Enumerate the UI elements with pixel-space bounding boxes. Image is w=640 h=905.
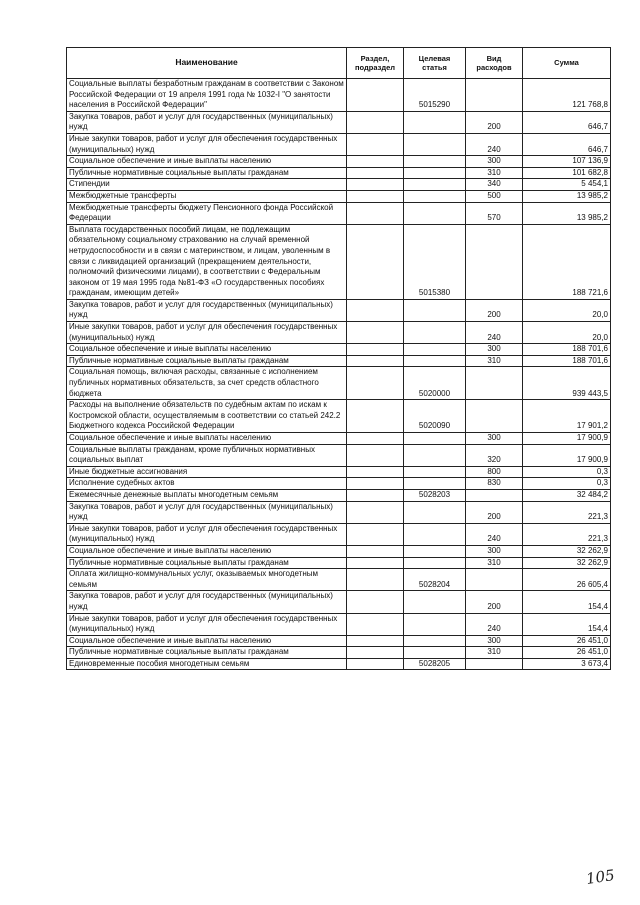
cell-name: Выплата государственных пособий лицам, не подлежащим обязательному социальному страхованию на случай временной нетрудоспособности и в связи с материнством, и лицам, уволенным в связи с ликвидацией организаций (прекращением деятельности, полномочий физическими лицами), в соответствии с Федеральным законом от 19 мая 1995 года №81-ФЗ «О государственных пособиях гражданам, имеющим детей» [67, 224, 347, 299]
table-row [67, 79, 611, 112]
cell-expense-type: 240 [466, 322, 523, 344]
table-row [67, 355, 611, 367]
cell-sum: 17 901,2 [523, 400, 611, 433]
cell-section [347, 478, 404, 490]
cell-sum: 646,7 [523, 133, 611, 155]
table-row [67, 156, 611, 168]
cell-target-article [404, 466, 466, 478]
table-body [67, 79, 611, 670]
cell-expense-type [466, 367, 523, 400]
cell-target-article [404, 202, 466, 224]
cell-sum: 0,3 [523, 466, 611, 478]
table-row [67, 501, 611, 523]
cell-name: Иные закупки товаров, работ и услуг для обеспечения государственных (муниципальных) нужд [67, 133, 347, 155]
cell-name: Публичные нормативные социальные выплаты гражданам [67, 355, 347, 367]
cell-target-article [404, 156, 466, 168]
cell-expense-type: 310 [466, 355, 523, 367]
cell-name: Закупка товаров, работ и услуг для государственных (муниципальных) нужд [67, 591, 347, 613]
cell-section [347, 322, 404, 344]
cell-expense-type: 200 [466, 299, 523, 321]
cell-sum: 26 451,0 [523, 647, 611, 659]
cell-expense-type: 240 [466, 613, 523, 635]
cell-sum: 32 262,9 [523, 545, 611, 557]
table-row [67, 111, 611, 133]
cell-target-article [404, 523, 466, 545]
cell-section [347, 202, 404, 224]
cell-target-article: 5028204 [404, 569, 466, 591]
page-number: 105 [584, 866, 616, 888]
table-row [67, 545, 611, 557]
cell-expense-type: 300 [466, 433, 523, 445]
cell-expense-type: 300 [466, 545, 523, 557]
cell-target-article: 5028205 [404, 658, 466, 670]
cell-section [347, 569, 404, 591]
cell-name: Иные бюджетные ассигнования [67, 466, 347, 478]
cell-section [347, 658, 404, 670]
table-row [67, 444, 611, 466]
cell-name: Публичные нормативные социальные выплаты гражданам [67, 647, 347, 659]
cell-sum: 13 985,2 [523, 202, 611, 224]
cell-sum: 17 900,9 [523, 444, 611, 466]
cell-section [347, 635, 404, 647]
cell-sum: 32 262,9 [523, 557, 611, 569]
cell-target-article [404, 299, 466, 321]
header-sum: Сумма [523, 48, 611, 79]
cell-section [347, 489, 404, 501]
cell-name: Иные закупки товаров, работ и услуг для обеспечения государственных (муниципальных) нужд [67, 613, 347, 635]
cell-sum: 188 701,6 [523, 344, 611, 356]
cell-target-article [404, 111, 466, 133]
cell-expense-type: 320 [466, 444, 523, 466]
table-row [67, 557, 611, 569]
cell-target-article [404, 355, 466, 367]
table-row [67, 466, 611, 478]
cell-section [347, 501, 404, 523]
cell-target-article [404, 591, 466, 613]
cell-section [347, 523, 404, 545]
cell-sum: 101 682,8 [523, 167, 611, 179]
cell-name: Социальное обеспечение и иные выплаты населению [67, 156, 347, 168]
cell-name: Исполнение судебных актов [67, 478, 347, 490]
cell-name: Закупка товаров, работ и услуг для государственных (муниципальных) нужд [67, 111, 347, 133]
cell-target-article [404, 635, 466, 647]
table-row [67, 523, 611, 545]
cell-sum: 20,0 [523, 299, 611, 321]
cell-sum: 26 451,0 [523, 635, 611, 647]
table-row [67, 647, 611, 659]
cell-section [347, 466, 404, 478]
budget-document [66, 47, 610, 670]
cell-name: Социальное обеспечение и иные выплаты населению [67, 433, 347, 445]
table-row [67, 658, 611, 670]
cell-section [347, 299, 404, 321]
table-row [67, 591, 611, 613]
cell-target-article [404, 501, 466, 523]
cell-expense-type: 310 [466, 557, 523, 569]
cell-target-article [404, 190, 466, 202]
cell-target-article [404, 557, 466, 569]
cell-name: Социальное обеспечение и иные выплаты населению [67, 344, 347, 356]
cell-sum: 154,4 [523, 613, 611, 635]
cell-name: Единовременные пособия многодетным семьям [67, 658, 347, 670]
cell-section [347, 156, 404, 168]
table-row [67, 367, 611, 400]
cell-expense-type: 300 [466, 156, 523, 168]
table-row [67, 433, 611, 445]
cell-section [347, 179, 404, 191]
cell-target-article [404, 179, 466, 191]
cell-name: Социальное обеспечение и иные выплаты населению [67, 635, 347, 647]
cell-expense-type: 300 [466, 635, 523, 647]
table-row [67, 179, 611, 191]
cell-sum: 107 136,9 [523, 156, 611, 168]
cell-section [347, 355, 404, 367]
cell-sum: 221,3 [523, 501, 611, 523]
cell-sum: 32 484,2 [523, 489, 611, 501]
cell-expense-type: 200 [466, 591, 523, 613]
cell-expense-type: 500 [466, 190, 523, 202]
table-row [67, 569, 611, 591]
cell-target-article [404, 433, 466, 445]
cell-name: Межбюджетные трансферты бюджету Пенсионного фонда Российской Федерации [67, 202, 347, 224]
cell-section [347, 367, 404, 400]
cell-sum: 154,4 [523, 591, 611, 613]
cell-expense-type: 800 [466, 466, 523, 478]
cell-expense-type: 200 [466, 111, 523, 133]
cell-name: Расходы на выполнение обязательств по судебным актам по искам к Костромской области, осуществляемым в соответствии со статьей 242.2 Бюджетного кодекса Российской Федерации [67, 400, 347, 433]
cell-sum: 121 768,8 [523, 79, 611, 112]
cell-sum: 646,7 [523, 111, 611, 133]
cell-sum: 221,3 [523, 523, 611, 545]
cell-sum: 939 443,5 [523, 367, 611, 400]
cell-sum: 26 605,4 [523, 569, 611, 591]
header-row [67, 48, 611, 79]
cell-target-article [404, 444, 466, 466]
cell-section [347, 647, 404, 659]
table-row [67, 190, 611, 202]
cell-name: Закупка товаров, работ и услуг для государственных (муниципальных) нужд [67, 501, 347, 523]
table-row [67, 167, 611, 179]
cell-sum: 17 900,9 [523, 433, 611, 445]
cell-sum: 13 985,2 [523, 190, 611, 202]
cell-section [347, 133, 404, 155]
cell-expense-type: 240 [466, 133, 523, 155]
cell-section [347, 190, 404, 202]
cell-expense-type [466, 400, 523, 433]
cell-expense-type: 310 [466, 647, 523, 659]
cell-target-article [404, 613, 466, 635]
cell-sum: 0,3 [523, 478, 611, 490]
cell-expense-type: 200 [466, 501, 523, 523]
cell-expense-type [466, 224, 523, 299]
cell-section [347, 557, 404, 569]
cell-section [347, 111, 404, 133]
table-row [67, 613, 611, 635]
cell-name: Закупка товаров, работ и услуг для государственных (муниципальных) нужд [67, 299, 347, 321]
cell-target-article: 5020000 [404, 367, 466, 400]
cell-name: Оплата жилищно-коммунальных услуг, оказываемых многодетным семьям [67, 569, 347, 591]
cell-section [347, 167, 404, 179]
header-target-article: Целевая статья [404, 48, 466, 79]
cell-expense-type [466, 79, 523, 112]
cell-name: Стипендии [67, 179, 347, 191]
table-row [67, 478, 611, 490]
cell-section [347, 433, 404, 445]
header-expense-type: Вид расходов [466, 48, 523, 79]
table-row [67, 224, 611, 299]
header-name: Наименование [67, 48, 347, 79]
cell-target-article [404, 545, 466, 557]
cell-sum: 188 721,6 [523, 224, 611, 299]
table-row [67, 202, 611, 224]
cell-section [347, 224, 404, 299]
cell-name: Публичные нормативные социальные выплаты гражданам [67, 167, 347, 179]
table-row [67, 344, 611, 356]
cell-name: Ежемесячные денежные выплаты многодетным семьям [67, 489, 347, 501]
cell-target-article: 5028203 [404, 489, 466, 501]
cell-section [347, 444, 404, 466]
header-section: Раздел, подраздел [347, 48, 404, 79]
cell-section [347, 613, 404, 635]
cell-section [347, 400, 404, 433]
table-row [67, 635, 611, 647]
table-row [67, 489, 611, 501]
cell-expense-type [466, 658, 523, 670]
cell-expense-type [466, 569, 523, 591]
cell-section [347, 79, 404, 112]
cell-target-article: 5015290 [404, 79, 466, 112]
cell-section [347, 591, 404, 613]
cell-name: Иные закупки товаров, работ и услуг для обеспечения государственных (муниципальных) нужд [67, 322, 347, 344]
cell-name: Социальные выплаты гражданам, кроме публичных нормативных социальных выплат [67, 444, 347, 466]
cell-expense-type: 830 [466, 478, 523, 490]
cell-name: Социальное обеспечение и иные выплаты населению [67, 545, 347, 557]
table-row [67, 322, 611, 344]
cell-target-article [404, 344, 466, 356]
cell-section [347, 545, 404, 557]
cell-target-article [404, 133, 466, 155]
table-row [67, 133, 611, 155]
cell-name: Иные закупки товаров, работ и услуг для обеспечения государственных (муниципальных) нужд [67, 523, 347, 545]
cell-target-article [404, 322, 466, 344]
cell-expense-type: 340 [466, 179, 523, 191]
cell-section [347, 344, 404, 356]
cell-name: Публичные нормативные социальные выплаты гражданам [67, 557, 347, 569]
cell-expense-type: 300 [466, 344, 523, 356]
cell-target-article [404, 647, 466, 659]
cell-expense-type [466, 489, 523, 501]
cell-sum: 20,0 [523, 322, 611, 344]
cell-expense-type: 570 [466, 202, 523, 224]
table-header [67, 48, 611, 79]
budget-table [66, 47, 611, 670]
cell-sum: 188 701,6 [523, 355, 611, 367]
cell-name: Социальные выплаты безработным гражданам в соответствии с Законом Российской Федерации от 19 апреля 1991 года № 1032-I "О занятости населения в Российской Федерации" [67, 79, 347, 112]
table-row [67, 400, 611, 433]
cell-name: Социальная помощь, включая расходы, связанные с исполнением публичных нормативных обязательств, за счет средств областного бюджета [67, 367, 347, 400]
cell-sum: 5 454,1 [523, 179, 611, 191]
table-row [67, 299, 611, 321]
cell-target-article: 5020090 [404, 400, 466, 433]
cell-target-article [404, 167, 466, 179]
cell-expense-type: 240 [466, 523, 523, 545]
cell-target-article: 5015380 [404, 224, 466, 299]
cell-expense-type: 310 [466, 167, 523, 179]
cell-name: Межбюджетные трансферты [67, 190, 347, 202]
cell-sum: 3 673,4 [523, 658, 611, 670]
cell-target-article [404, 478, 466, 490]
